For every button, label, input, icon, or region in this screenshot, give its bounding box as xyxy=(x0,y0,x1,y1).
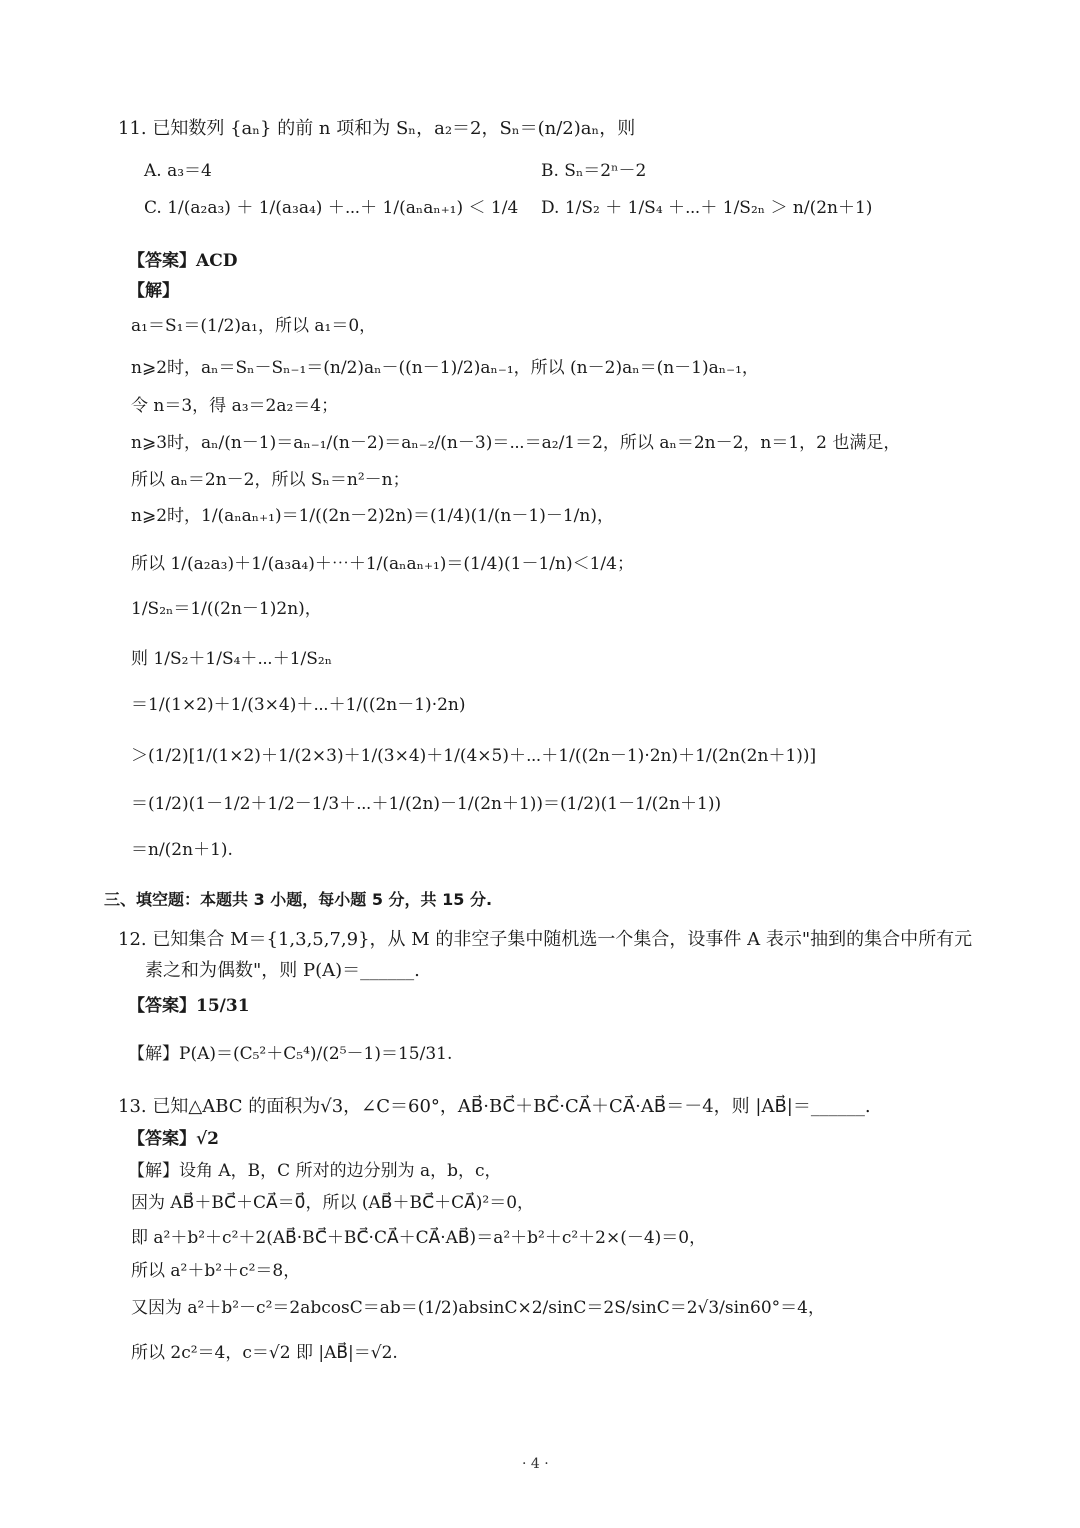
q11-answer: 【答案】ACD xyxy=(128,251,238,271)
q12-solution: 【解】P(A)＝(C₅²＋C₅⁴)/(2⁵－1)＝15/31. xyxy=(128,1044,453,1064)
q11-solution-line: n⩾2时，aₙ＝Sₙ－Sₙ₋₁＝(n/2)aₙ－((n－1)/2)aₙ₋₁，所以 (n－2)aₙ＝(n－1)aₙ₋₁， xyxy=(131,358,759,378)
q11-solution-line: ＝n/(2n＋1). xyxy=(131,840,233,860)
q11-solution-line: ＞(1/2)[1/(1×2)＋1/(2×3)＋1/(3×4)＋1/(4×5)＋⋯＋1/((2n－1)·2n)＋1/(2n(2n＋1))] xyxy=(131,746,817,766)
q11-solution-line: 所以 1/(a₂a₃)＋1/(a₃a₄)＋⋯＋1/(aₙaₙ₊₁)＝(1/4)(1－1/n)＜1/4； xyxy=(131,554,634,574)
q12-stem: 12. 已知集合 M＝{1,3,5,7,9}，从 M 的非空子集中随机选一个集合，设事件 A 表示"抽到的集合中所有元 xyxy=(118,929,973,950)
q13-solution-line: 即 a²＋b²＋c²＋2(AB⃗·BC⃗＋BC⃗·CA⃗＋CA⃗·AB⃗)＝a²＋b²＋c²＋2×(－4)＝0， xyxy=(131,1228,707,1248)
page-number: · 4 · xyxy=(522,1456,549,1472)
q11-solution-line: 1/S₂ₙ＝1/((2n－1)2n)， xyxy=(131,599,322,619)
q11-solution-line: n⩾3时，aₙ/(n－1)＝aₙ₋₁/(n－2)＝aₙ₋₂/(n－3)＝⋯＝a₂/1＝2，所以 aₙ＝2n－2，n＝1，2 也满足， xyxy=(131,433,901,453)
q12-stem: 素之和为偶数"，则 P(A)＝______. xyxy=(145,960,420,981)
q13-solution-line: 所以 2c²＝4，c＝√2 即 |AB⃗|＝√2. xyxy=(131,1343,398,1363)
section-title: 三、填空题：本题共 3 小题，每小题 5 分，共 15 分. xyxy=(104,890,493,909)
q13-solution-line: 所以 a²＋b²＋c²＝8， xyxy=(131,1261,301,1281)
q11-solution-line: n⩾2时，1/(aₙaₙ₊₁)＝1/((2n－2)2n)＝(1/4)(1/(n－1)－1/n)， xyxy=(131,506,614,526)
q11-solution-line: 则 1/S₂＋1/S₄＋⋯＋1/S₂ₙ xyxy=(131,649,333,669)
q11-solution-line: 所以 aₙ＝2n－2，所以 Sₙ＝n²－n； xyxy=(131,470,410,490)
q11-solution-line: ＝(1/2)(1－1/2＋1/2－1/3＋⋯＋1/(2n)－1/(2n＋1))＝(1/2)(1－1/(2n＋1)) xyxy=(131,794,722,814)
q13-answer: 【答案】√2 xyxy=(128,1129,220,1149)
q13-stem: 13. 已知△ABC 的面积为√3，∠C＝60°，AB⃗·BC⃗＋BC⃗·CA⃗＋CA⃗·AB⃗＝－4，则 |AB⃗|＝______. xyxy=(118,1096,871,1117)
q12-answer: 【答案】15/31 xyxy=(128,996,250,1016)
q11-solution-line: 令 n＝3，得 a₃＝2a₂＝4； xyxy=(131,396,339,416)
q11-solution-line: a₁＝S₁＝(1/2)a₁，所以 a₁＝0， xyxy=(131,316,377,336)
q11-option-b: B. Sₙ＝2ⁿ－2 xyxy=(541,161,647,181)
q11-option-a: A. a₃＝4 xyxy=(144,161,212,181)
q11-option-d: D. 1/S₂ ＋ 1/S₄ ＋⋯＋ 1/S₂ₙ ＞ n/(2n＋1) xyxy=(541,198,873,218)
q13-solution-line: 因为 AB⃗＋BC⃗＋CA⃗＝0⃗，所以 (AB⃗＋BC⃗＋CA⃗)²＝0， xyxy=(131,1193,535,1213)
q11-jie-label: 【解】 xyxy=(128,281,179,301)
q13-solution-line: 【解】设角 A，B，C 所对的边分别为 a，b，c， xyxy=(128,1161,502,1181)
q13-solution-line: 又因为 a²＋b²－c²＝2abcosC＝ab＝(1/2)absinC×2/sinC＝2S/sinC＝2√3/sin60°＝4， xyxy=(131,1298,825,1318)
q11-solution-line: ＝1/(1×2)＋1/(3×4)＋⋯＋1/((2n－1)·2n) xyxy=(131,695,466,715)
q11-option-c: C. 1/(a₂a₃) ＋ 1/(a₃a₄) ＋⋯＋ 1/(aₙaₙ₊₁) ＜ 1/4 xyxy=(144,198,519,218)
q11-stem: 11. 已知数列 {aₙ} 的前 n 项和为 Sₙ，a₂＝2，Sₙ＝(n/2)aₙ，则 xyxy=(118,118,636,139)
